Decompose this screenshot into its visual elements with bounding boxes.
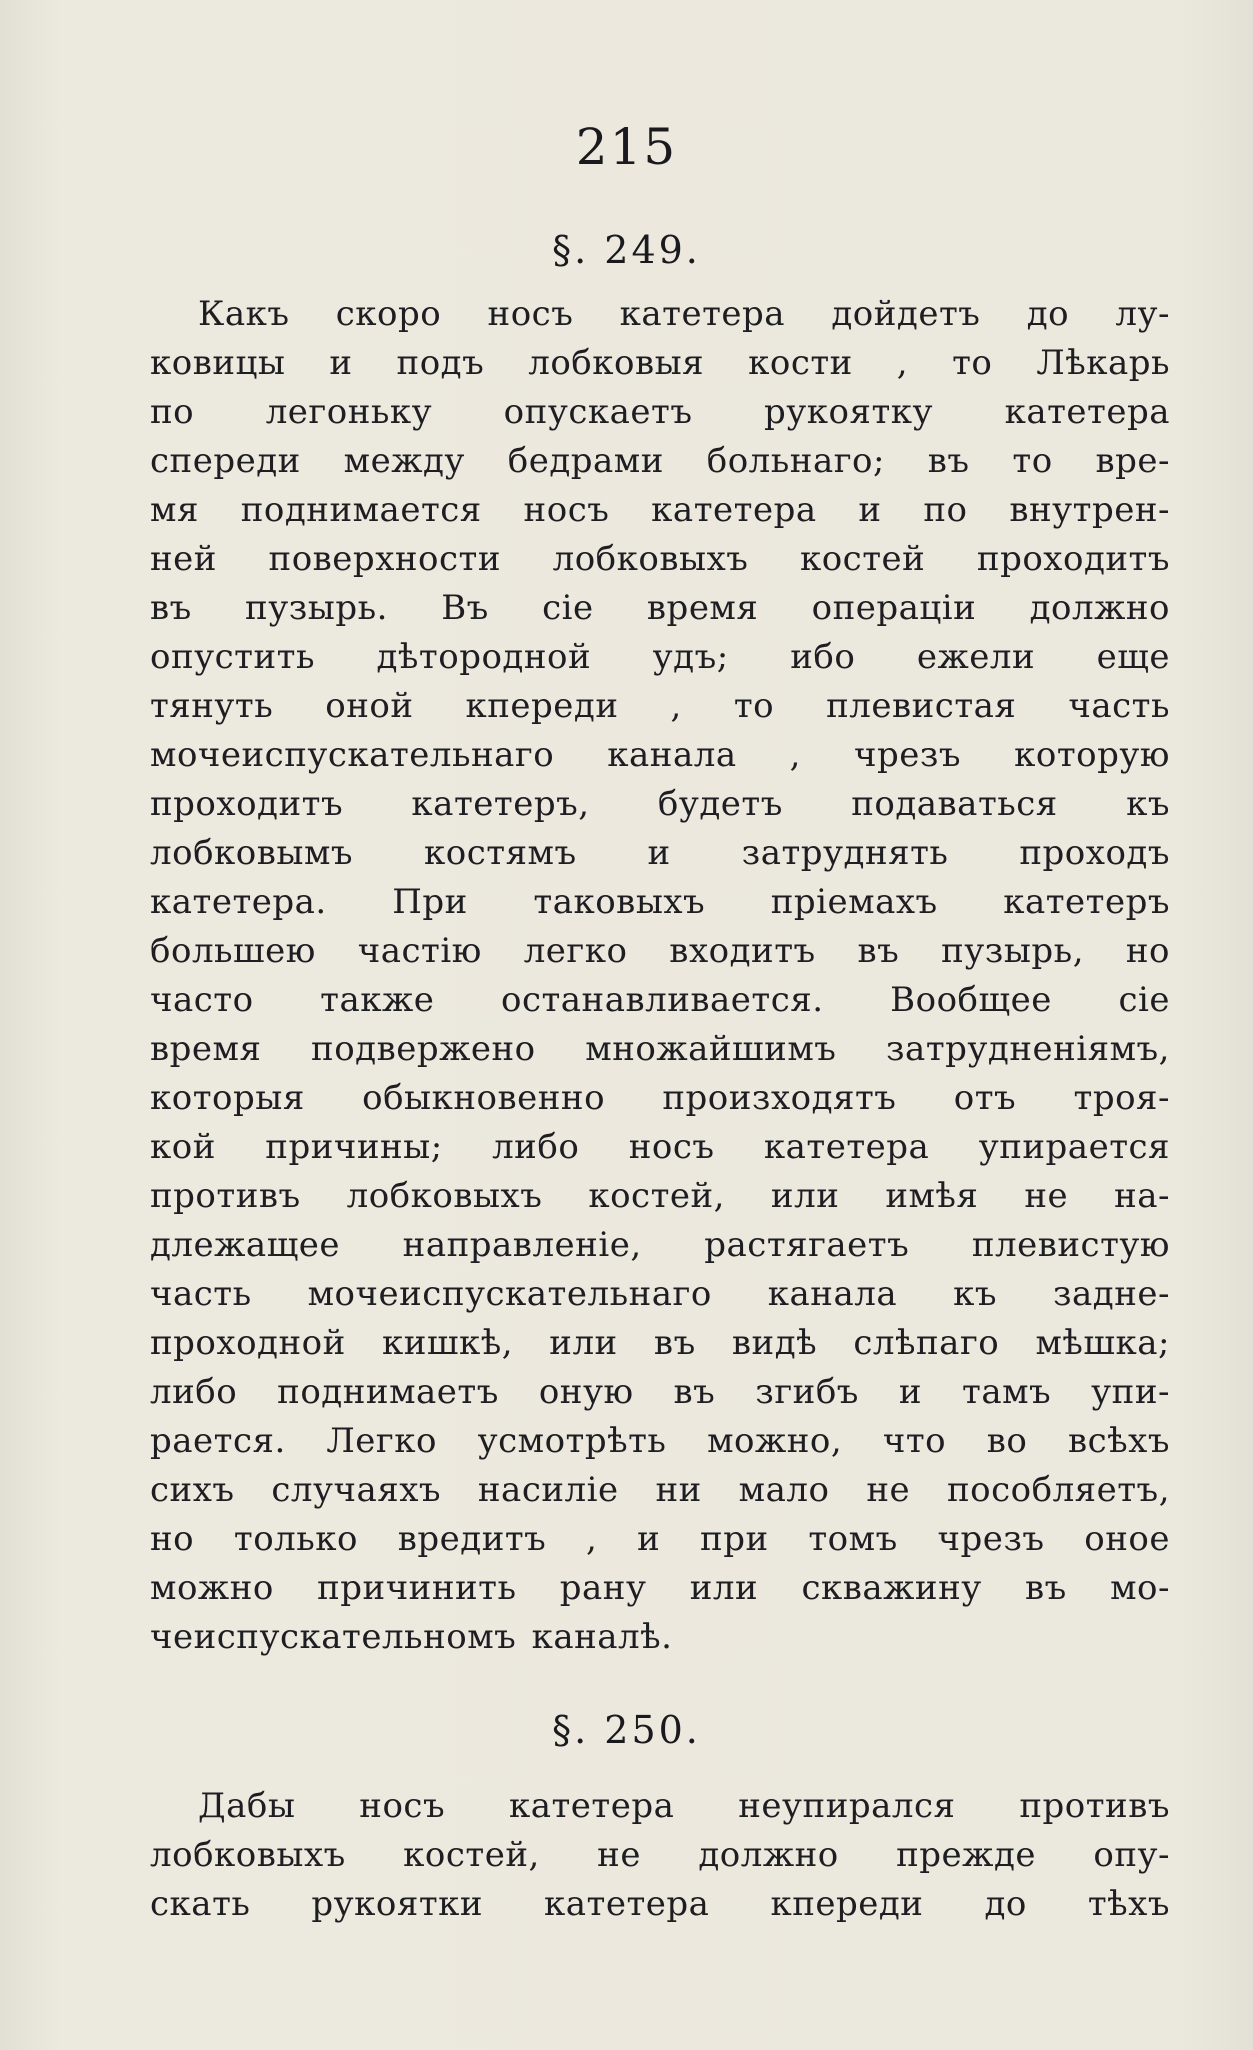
text-line: кой причины; либо носъ катетера упирается [150, 1127, 1170, 1167]
text-line: опустить дѣтородной удъ; ибо ежели еще [150, 637, 1170, 677]
text-line: катетера. При таковыхъ пріемахъ катетеръ [150, 882, 1170, 922]
paragraph-249 [150, 290, 1170, 1662]
text-line: противъ лобковыхъ костей, или имѣя не на- [150, 1176, 1170, 1216]
text-line: либо поднимаетъ оную въ згибъ и тамъ упи- [150, 1372, 1170, 1412]
page-number: 215 [575, 118, 678, 176]
text-line: тянуть оной кпереди , то плевистая часть [150, 686, 1170, 726]
text-line: чеиспускательномъ каналѣ. [150, 1617, 673, 1657]
paragraph-250 [150, 1782, 1170, 1929]
text-line: въ пузырь. Въ сіе время операціи должно [150, 588, 1170, 628]
text-line: спереди между бедрами больнаго; въ то вре- [150, 441, 1170, 481]
text-line: время подвержено множайшимъ затрудненіямъ, [150, 1029, 1170, 1069]
section-heading-249: §. 249. [552, 228, 701, 272]
text-line: длежащее направленіе, растягаетъ плевистую [150, 1225, 1170, 1265]
text-line: мя поднимается носъ катетера и по внутрен- [150, 490, 1170, 530]
text-line: мочеиспускательнаго канала , чрезъ которую [150, 735, 1170, 775]
text-line: лобковымъ костямъ и затруднять проходъ [150, 833, 1170, 873]
text-line: часто также останавливается. Вообщее сіе [150, 980, 1170, 1020]
text-line: по легоньку опускаетъ рукоятку катетера [150, 392, 1170, 432]
text-line: скать рукоятки катетера кпереди до тѣхъ [150, 1884, 1170, 1924]
section-heading-250: §. 250. [552, 1708, 701, 1752]
text-line: но только вредитъ , и при томъ чрезъ оное [150, 1519, 1170, 1559]
text-line: лобковыхъ костей, не должно прежде опу- [150, 1835, 1170, 1875]
text-line: ней поверхности лобковыхъ костей проходитъ [150, 539, 1170, 579]
text-line: часть мочеиспускательнаго канала къ задне- [150, 1274, 1170, 1314]
text-line: Дабы носъ катетера неупирался противъ [198, 1786, 1170, 1826]
text-line: проходной кишкѣ, или въ видѣ слѣпаго мѣшка; [150, 1323, 1170, 1363]
text-line: проходитъ катетеръ, будетъ подаваться къ [150, 784, 1170, 824]
text-line: Какъ скоро носъ катетера дойдетъ до лу- [198, 294, 1170, 334]
text-line: можно причинить рану или скважину въ мо- [150, 1568, 1170, 1608]
text-line: ковицы и подъ лобковыя кости , то Лѣкарь [150, 343, 1170, 383]
text-line: сихъ случаяхъ насиліе ни мало не пособляетъ, [150, 1470, 1170, 1510]
text-line: которыя обыкновенно произходятъ отъ троя- [150, 1078, 1170, 1118]
text-line: большею частію легко входитъ въ пузырь, но [150, 931, 1170, 971]
text-line: рается. Легко усмотрѣть можно, что во всѣхъ [150, 1421, 1170, 1461]
